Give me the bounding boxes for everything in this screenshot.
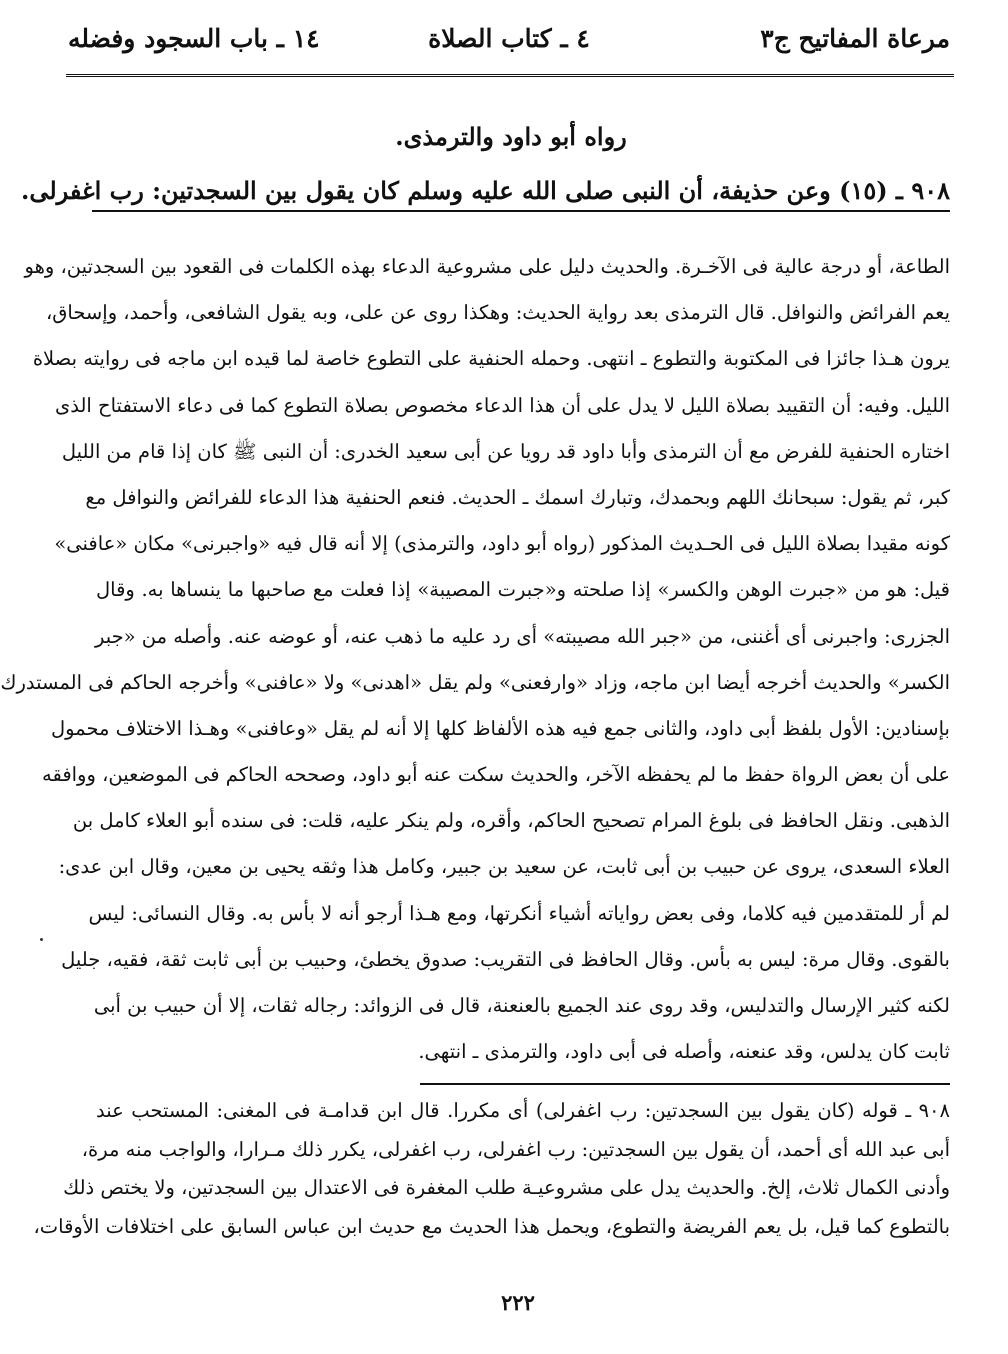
note-line: وأدنى الكمال ثلاث، إلخ. والحديث يدل على مشروعيـة طلب المغفرة فى الاعتدال بين السجدتين، ولا يختص ذلك — [63, 1176, 950, 1199]
header-chapter-title: ٤ ـ كتاب الصلاة — [428, 24, 590, 53]
page-number: ٢٢٢ — [501, 1290, 535, 1315]
commentary-line: بالقوى. وقال مرة: ليس به بأس. وقال الحافظ فى التقريب: صدوق يخطئ، وحبيب بن أبى ثابت ثقة، فقيه، جليل — [61, 947, 950, 971]
commentary-block — [0, 244, 950, 1075]
header-book-title: مرعاة المفاتيح ج٣ — [760, 24, 950, 53]
note-line: ٩٠٨ ـ قوله (كان يقول بين السجدتين: رب اغفرلى) أى مكررا. قال ابن قدامـة فى المغنى: المستحب عند — [96, 1099, 950, 1122]
commentary-line: على أن بعض الرواة حفظ ما لم يحفظه الآخر، والحديث سكت عنه أبو داود، وصححه الحاكم فى الموضعين، ووافقه — [42, 763, 950, 787]
header-rule — [66, 74, 954, 77]
commentary-line: كونه مقيدا بصلاة الليل فى الحـديث المذكور (رواه أبو داود، والترمذى) إلا أنه قال فيه «واجبرنى» مكان «عافنى» — [54, 532, 950, 556]
commentary-line: قيل: هو من «جبرت الوهن والكسر» إذا صلحته و«جبرت المصيبة» إذا فعلت مع صاحبها ما ينساها به. وقال — [96, 578, 950, 602]
commentary-line: الكسر» والحديث أخرجه أيضا ابن ماجه، وزاد «وارفعنى» ولم يقل «اهدنى» ولا «عافنى» وأخرجه الحاكم فى المستدرك — [0, 670, 950, 694]
commentary-line: لم أر للمتقدمين فيه كلاما، وفى بعض رواياته أشياء أنكرتها، ومع هـذا أرجو أنه لا بأس به. وقال النسائى: ليس — [88, 901, 950, 925]
note-line: بالتطوع كما قيل، بل يعم الفريضة والتطوع، ويحمل هذا الحديث مع حديث ابن عباس السابق على اختلافات الأوقات، — [33, 1214, 950, 1238]
hadith-text: ٩٠٨ ـ (١٥) وعن حذيفة، أن النبى صلى الله عليه وسلم كان يقول بين السجدتين: رب اغفرلى. — [20, 176, 950, 205]
hadith-attribution: رواه أبو داود والترمذى. — [395, 122, 627, 151]
commentary-line: لكنه كثير الإرسال والتدليس، وقد روى عند الجميع بالعنعنة، قال فى الزوائد: رجاله ثقات، إلا أن حبيب بن أبى — [93, 994, 950, 1017]
margin-mark — [40, 938, 43, 941]
footnote-divider — [420, 1083, 950, 1085]
hadith-block — [20, 110, 950, 218]
commentary-line: الطاعة، أو درجة عالية فى الآخـرة. والحديث دليل على مشروعية الدعاء بهذه الكلمات فى القعود بين السجدتين، وهو — [24, 255, 950, 278]
commentary-line: العلاء السعدى، يروى عن حبيب بن أبى ثابت، عن سعيد بن جبير، وكامل هذا وثقه يحيى بن معين، وقال ابن عدى: — [58, 855, 950, 879]
commentary-line: الجزرى: واجبرنى أى أغننى، من «جبر الله مصيبته» أى رد عليه ما ذهب عنه، أو عوضه عنه. وأصله من «جبر — [94, 624, 950, 648]
commentary-line: الذهبى. ونقل الحافظ فى بلوغ المرام تصحيح الحاكم، وأقره، ولم ينكر عليه، قلت: فى سنده أبو العلاء كامل بن — [72, 809, 950, 833]
running-header — [68, 24, 950, 74]
commentary-line: يرون هـذا جائزا فى المكتوبة والتطوع ـ انتهى. وحمله الحنفية على التطوع خاصة لما قيده ابن ماجه فى روايته بصلاة — [32, 347, 950, 371]
note-line: أبى عبد الله أى أحمد، أن يقول بين السجدتين: رب اغفرلى، رب اغفرلى، يكرر ذلك مـرارا، والواجب منه مرة، — [81, 1137, 950, 1161]
commentary-line: ثابت كان يدلس، وقد عنعنه، وأصله فى أبى داود، والترمذى ـ انتهى. — [418, 1040, 950, 1064]
commentary-line: الليل. وفيه: أن التقييد بصلاة الليل لا يدل على أن هذا الدعاء مخصوص بصلاة التطوع كما فى دعاء الاستفتاح الذى — [54, 393, 950, 417]
header-section-title: ١٤ ـ باب السجود وفضله — [68, 24, 320, 53]
commentary-line: يعم الفرائض والنوافل. قال الترمذى بعد رواية الحديث: وهكذا روى عن على، وبه يقول الشافعى، وأحمد، وإسحاق، — [45, 301, 950, 325]
commentary-line: بإسنادين: الأول بلفظ أبى داود، والثانى جمع فيه هذه الألفاظ كلها إلا أنه لم يقل «وعافنى» وهـذا الاختلاف محمول — [50, 716, 950, 740]
commentary-line: كبر، ثم يقول: سبحانك اللهم وبحمدك، وتبارك اسمك ـ الحديث. فنعم الحنفية هذا الدعاء للفرائض والنوافل مع — [85, 485, 950, 509]
section-divider — [92, 210, 950, 212]
notes-block — [33, 1092, 950, 1246]
commentary-line: اختاره الحنفية للفرض مع أن الترمذى وأبا داود قد رويا عن أبى سعيد الخدرى: أن النبى ﷺ كان إذا قام من الليل — [61, 439, 950, 463]
